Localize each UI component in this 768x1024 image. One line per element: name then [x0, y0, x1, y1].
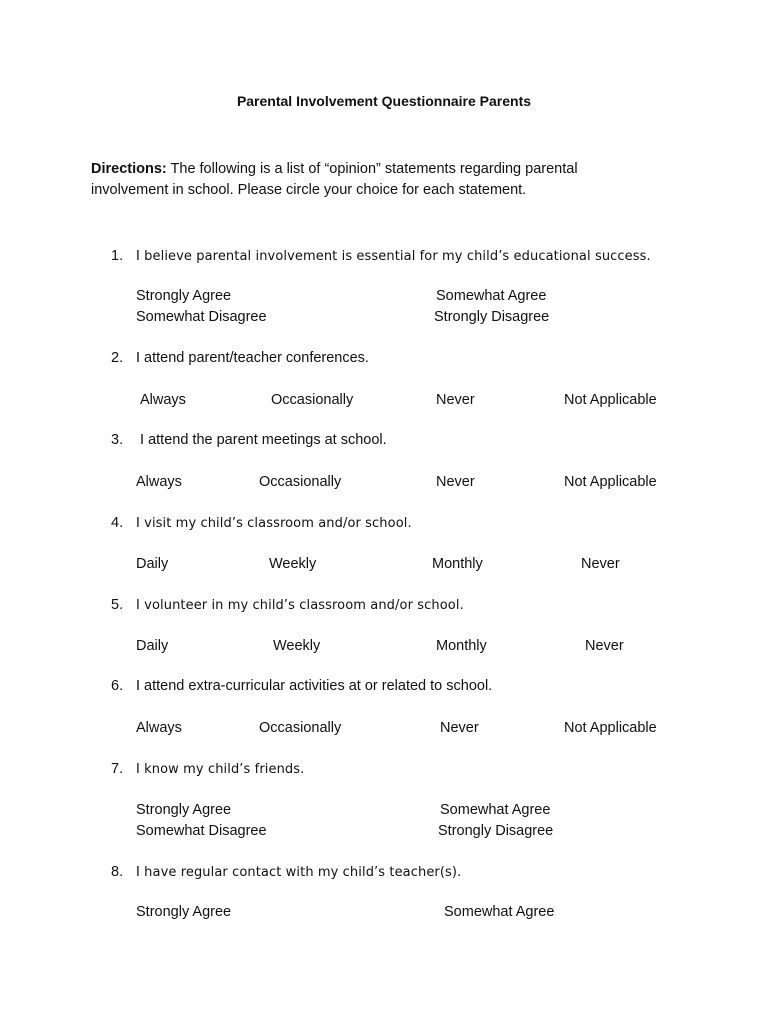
option-never[interactable]: Never [436, 474, 475, 490]
question-text: I visit my child’s classroom and/or school. [136, 516, 412, 531]
option-somewhat-agree[interactable]: Somewhat Agree [440, 802, 551, 818]
option-monthly[interactable]: Monthly [436, 638, 487, 654]
directions-paragraph [91, 159, 651, 201]
directions-label: Directions: [91, 161, 167, 177]
option-monthly[interactable]: Monthly [432, 556, 483, 572]
option-strongly-disagree[interactable]: Strongly Disagree [434, 309, 550, 325]
option-daily[interactable]: Daily [136, 556, 169, 572]
option-strongly-disagree[interactable]: Strongly Disagree [438, 823, 554, 839]
option-always[interactable]: Always [136, 474, 182, 490]
question-text: I know my child’s friends. [136, 762, 305, 777]
question-number: 5. [111, 597, 124, 613]
question-number: 4. [111, 515, 124, 531]
option-not-applicable[interactable]: Not Applicable [564, 392, 657, 408]
option-daily[interactable]: Daily [136, 638, 169, 654]
question-text: I have regular contact with my child’s teacher(s). [136, 865, 462, 880]
option-not-applicable[interactable]: Not Applicable [564, 720, 657, 736]
question-text: I attend parent/teacher conferences. [136, 350, 369, 366]
question-text: I volunteer in my child’s classroom and/or school. [136, 598, 464, 613]
question-number: 8. [111, 864, 124, 880]
option-not-applicable[interactable]: Not Applicable [564, 474, 657, 490]
option-always[interactable]: Always [136, 720, 182, 736]
option-strongly-agree[interactable]: Strongly Agree [136, 904, 232, 920]
option-weekly[interactable]: Weekly [269, 556, 317, 572]
option-somewhat-agree[interactable]: Somewhat Agree [444, 904, 555, 920]
question-text: I attend extra-curricular activities at or related to school. [136, 678, 493, 694]
question-number: 3. [111, 432, 124, 448]
question-number: 6. [111, 678, 124, 694]
option-occasionally[interactable]: Occasionally [259, 474, 342, 490]
option-always[interactable]: Always [140, 392, 186, 408]
option-somewhat-disagree[interactable]: Somewhat Disagree [136, 309, 267, 325]
option-somewhat-disagree[interactable]: Somewhat Disagree [136, 823, 267, 839]
option-never[interactable]: Never [440, 720, 479, 736]
directions-text: The following is a list of “opinion” statements regarding parental involvement in school. Please circle your choice for each statement. [91, 161, 578, 198]
option-strongly-agree[interactable]: Strongly Agree [136, 288, 232, 304]
question-text: I attend the parent meetings at school. [136, 432, 387, 448]
option-occasionally[interactable]: Occasionally [259, 720, 342, 736]
question-number: 2. [111, 350, 124, 366]
option-strongly-agree[interactable]: Strongly Agree [136, 802, 232, 818]
option-occasionally[interactable]: Occasionally [271, 392, 354, 408]
question-number: 7. [111, 761, 124, 777]
question-text: I believe parental involvement is essential for my child’s educational success. [136, 249, 651, 264]
option-somewhat-agree[interactable]: Somewhat Agree [436, 288, 547, 304]
option-never[interactable]: Never [436, 392, 475, 408]
option-weekly[interactable]: Weekly [273, 638, 321, 654]
page-title: Parental Involvement Questionnaire Parents [236, 93, 532, 109]
option-never[interactable]: Never [581, 556, 620, 572]
option-never[interactable]: Never [585, 638, 624, 654]
question-number: 1. [111, 248, 124, 264]
